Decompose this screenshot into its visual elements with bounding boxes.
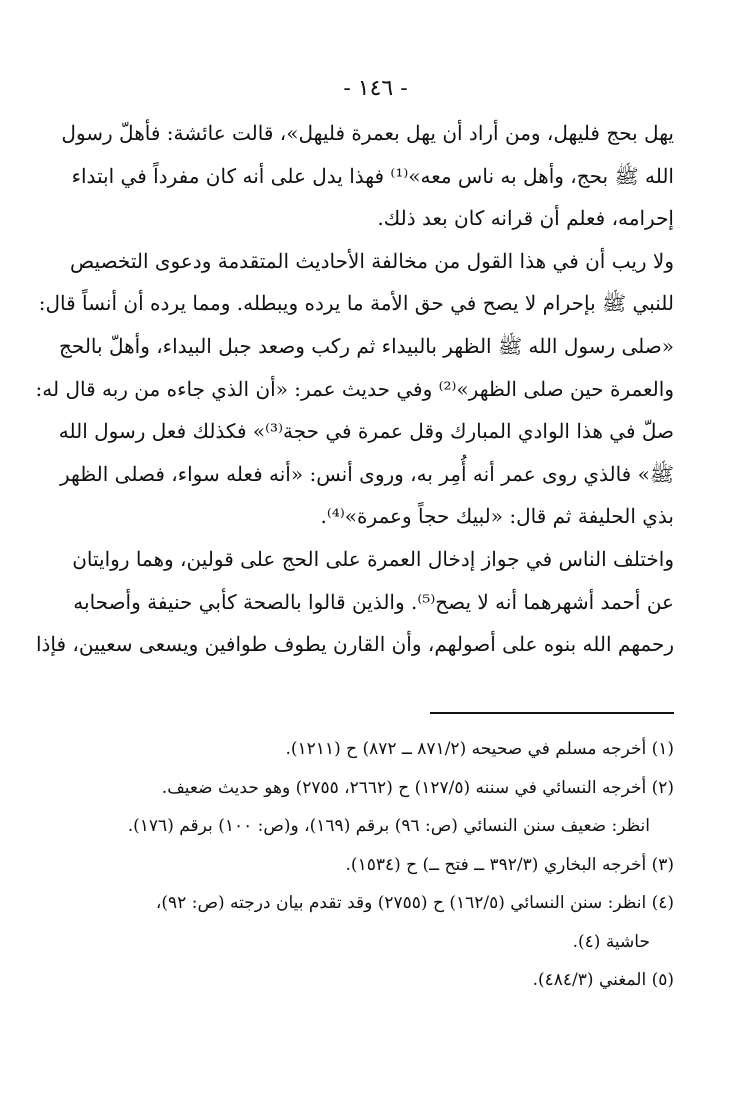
footnote-1: (١) أخرجه مسلم في صحيحه (٨٧١/٢ ــ ٨٧٢) ح (١٢١١). [285,739,674,759]
footnote-3: (٣) أخرجه البخاري (٣٩٢/٣ ــ فتح ــ) ح (١٥٣٤). [345,854,674,875]
footnote-2-continuation: انظر: ضعيف سنن النسائي (ص: ٩٦) برقم (١٦٩)، و(ص: ١٠٠) برقم (١٧٦). [127,816,650,836]
page-number: - ١٤٦ - [343,76,408,101]
text-line: يهل بحج فليهل، ومن أراد أن يهل بعمرة فليهل»، قالت عائشة: فأهلّ رسول [61,121,674,145]
text-line: والعمرة حين صلى الظهر»⁽²⁾ وفي حديث عمر: «أن الذي جاءه من ربه قال له: [35,376,674,401]
text-line: رحمهم الله بنوه على أصولهم، وأن القارن يطوف طوافين ويسعى سعيين، فإذا [35,632,674,657]
text-line: واختلف الناس في جواز إدخال العمرة على الحج على قولين، وهما روايتان [72,546,674,571]
text-line: ﷺ» فالذي روى عمر أنه أُمِر به، وروى أنس: «أنه فعله سواء، فصلى الظهر [60,461,674,486]
text-line: للنبي ﷺ بإحرام لا يصح في حق الأمة ما يرده ويبطله. ومما يرده أن أنساً قال: [38,291,674,316]
footnotes [60,730,674,1000]
footnote-divider [430,712,674,714]
footnote-2: (٢) أخرجه النسائي في سننه (١٢٧/٥) ح (٢٦٦٢، ٢٧٥٥) وهو حديث ضعيف. [161,777,674,798]
text-line: ولا ريب أن في هذا القول من مخالفة الأحاديث المتقدمة ودعوى التخصيص [70,248,674,273]
footnote-5: (٥) المغني (٤٨٤/٣). [532,970,674,990]
text-line: بذي الحليفة ثم قال: «لبيك حجاً وعمرة»⁽⁴⁾. [320,504,674,529]
text-line: عن أحمد أشهرهما أنه لا يصح⁽⁵⁾. والذين قالوا بالصحة كأبي حنيفة وأصحابه [73,589,674,614]
footnote-4-continuation: حاشية (٤). [572,931,650,952]
text-line: «صلى رسول الله ﷺ الظهر بالبيداء ثم ركب وصعد جبل البيداء، وأهلّ بالحج [59,333,674,358]
text-line: صلّ في هذا الوادي المبارك وقل عمرة في حجة⁽³⁾» فكذلك فعل رسول الله [58,419,674,444]
main-text [35,112,674,666]
footnote-4: (٤) انظر: سنن النسائي (١٦٢/٥) ح (٢٧٥٥) وقد تقدم بيان درجته (ص: ٩٢)، [155,893,674,913]
text-line: الله ﷺ بحج، وأهل به ناس معه»⁽¹⁾ فهذا يدل على أنه كان مفرداً في ابتداء [71,163,674,188]
text-line: إحرامه، فعلم أن قرانه كان بعد ذلك. [377,206,674,231]
